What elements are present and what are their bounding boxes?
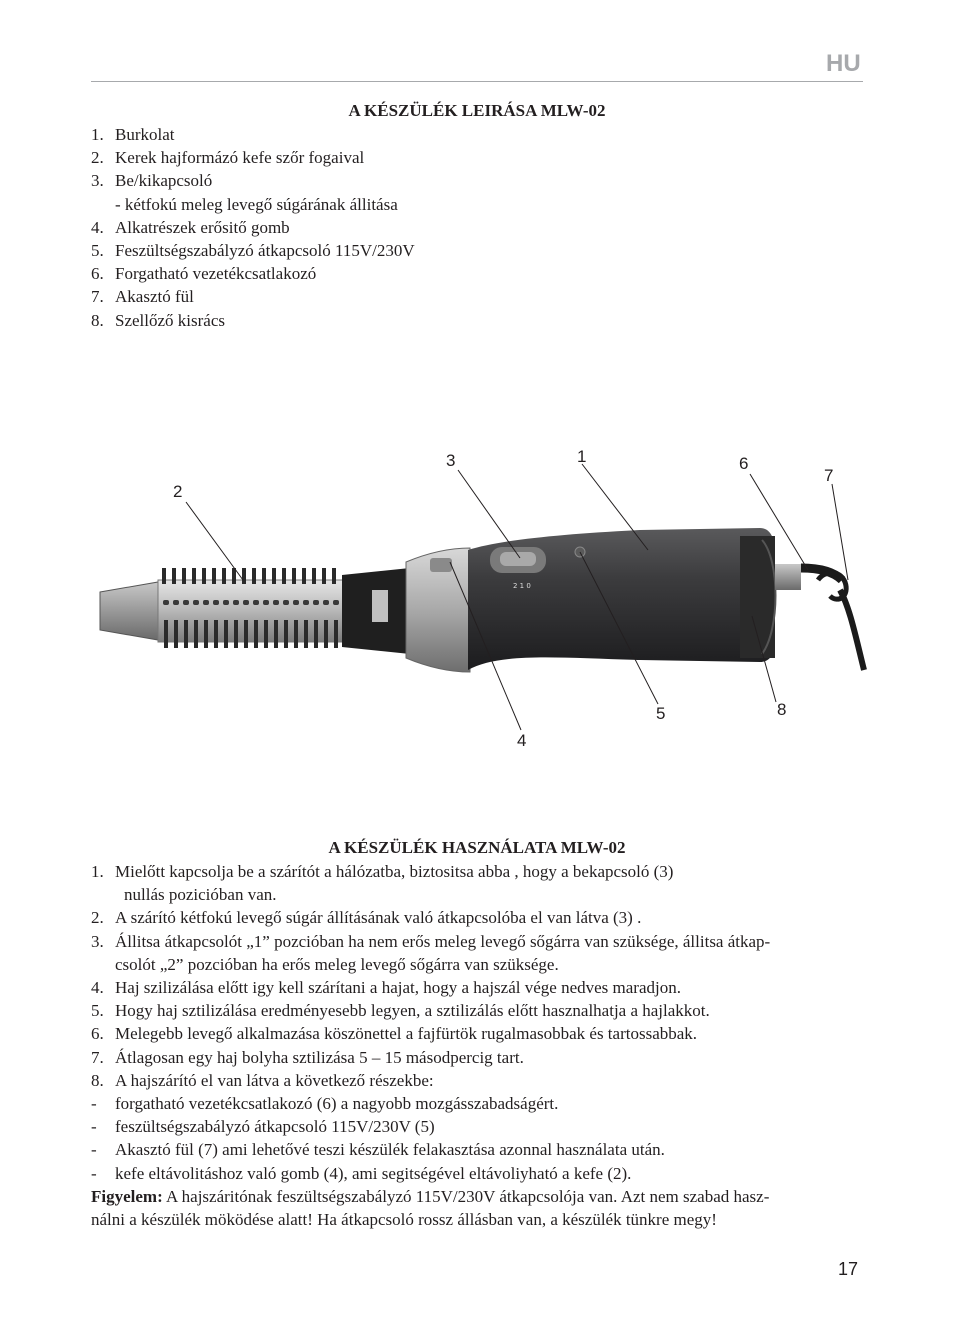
callout-5: 5 xyxy=(656,704,666,723)
list-item: 8. A hajszárító el van látva a következő részekbe: xyxy=(91,1070,434,1090)
callout-4: 4 xyxy=(517,731,527,750)
vent-hole xyxy=(203,600,209,605)
list-item: 7. Átlagosan egy haj bolyha sztilizása 5 – 15 másodpercig tart. xyxy=(91,1047,524,1067)
brush-head xyxy=(100,568,348,648)
vent-hole xyxy=(173,600,179,605)
list-item: - Akasztó fül (7) ami lehetővé teszi készülék felakasztása azonnal használata után. xyxy=(91,1140,665,1160)
swivel-cord-connector xyxy=(775,564,864,670)
bristle xyxy=(192,568,196,584)
bristle xyxy=(234,620,238,648)
page-number: 17 xyxy=(838,1259,859,1279)
list-item: - feszültségszabályzó átkapcsoló 115V/230V (5) xyxy=(91,1117,435,1137)
callout-8: 8 xyxy=(777,700,787,719)
list-item: csolót „2” pozcióban ha erős meleg levegő sőgárra van szüksége. xyxy=(115,954,559,974)
list-item: 5. Hogy haj sztilizálása eredményesebb legyen, a sztilizálás előtt hasznalhatja a hajlakkot. xyxy=(91,1001,710,1021)
list-item: 8. Szellőző kisrács xyxy=(91,310,225,330)
bristle xyxy=(222,568,226,584)
language-code: HU xyxy=(826,50,861,77)
vent-hole xyxy=(213,600,219,605)
list-item: 3. Állitsa átkapcsolót „1” pozcióban ha nem erős meleg levegő sőgárra van szüksége, állitsa átkap- xyxy=(91,931,771,951)
bristle xyxy=(162,568,166,584)
bristle xyxy=(224,620,228,648)
list-item: 2. Kerek hajformázó kefe szőr fogaival xyxy=(91,148,365,168)
bristle xyxy=(194,620,198,648)
bristle xyxy=(252,568,256,584)
list-item: 6. Melegebb levegő alkalmazása köszönettel a fajfürtök rugalmasobbak és tartossabbak. xyxy=(91,1024,698,1044)
bristle xyxy=(334,620,338,648)
list-item: 5. Feszültségszabályzó átkapcsoló 115V/230V xyxy=(91,241,415,261)
bristle xyxy=(184,620,188,648)
list-item: 2. A szárító kétfokú levegő súgár állításának való átkapcsolóba el van látva (3) . xyxy=(91,908,642,928)
vent-hole xyxy=(333,600,339,605)
warning-label: Figyelem: xyxy=(91,1186,163,1206)
bristle xyxy=(204,620,208,648)
bristle xyxy=(254,620,258,648)
warning-text-line-1: A hajszáritónak feszültségszabályzó 115V/230V átkapcsolója van. Azt nem szabad hasz- xyxy=(162,1186,770,1206)
vent-hole xyxy=(263,600,269,605)
bristle xyxy=(182,568,186,584)
list-item: 3. Be/kikapcsoló xyxy=(91,171,213,191)
list-item: 1. Burkolat xyxy=(91,125,175,144)
list-item: nullás pozicióban van. xyxy=(124,885,277,905)
vent-hole xyxy=(303,600,309,605)
callout-2: 2 xyxy=(173,482,183,501)
usage-list xyxy=(91,860,863,1231)
list-item: 4. Alkatrészek erősitő gomb xyxy=(91,217,290,237)
section-title-description: A KÉSZÜLÉK LEIRÁSA MLW-02 xyxy=(348,101,606,120)
bristle xyxy=(174,620,178,648)
vent-hole xyxy=(323,600,329,605)
vent-hole xyxy=(283,600,289,605)
bristle xyxy=(274,620,278,648)
warning-text-line-2: nálni a készülék möködése alatt! Ha átkapcsoló rossz állásban van, a készülék tünkre megy! xyxy=(91,1210,717,1230)
hot-air-brush-illustration xyxy=(80,440,880,760)
list-item: - forgatható vezetékcsatlakozó (6) a nagyobb mozgásszabadságért. xyxy=(91,1094,559,1114)
bristle xyxy=(244,620,248,648)
bristle xyxy=(172,568,176,584)
bristle xyxy=(314,620,318,648)
bristle xyxy=(304,620,308,648)
bristle xyxy=(312,568,316,584)
warning-paragraph xyxy=(91,1185,863,1231)
bristle xyxy=(284,620,288,648)
brush-connector xyxy=(342,568,410,654)
bristle xyxy=(282,568,286,584)
callout-7: 7 xyxy=(824,466,834,485)
vent-hole xyxy=(223,600,229,605)
bristle xyxy=(242,568,246,584)
vent-hole xyxy=(163,600,169,605)
list-item: 4. Haj szilizálása előtt igy kell szárítani a hajat, hogy a hajszál vége nedves maradjon. xyxy=(91,978,681,998)
parts-list xyxy=(91,123,863,332)
vent-hole xyxy=(243,600,249,605)
vent-hole xyxy=(313,600,319,605)
bristle xyxy=(214,620,218,648)
bristle xyxy=(262,568,266,584)
header-rule xyxy=(91,81,863,82)
bristle xyxy=(264,620,268,648)
section-title-usage: A KÉSZÜLÉK HASZNÁLATA MLW-02 xyxy=(328,838,626,857)
bristle xyxy=(332,568,336,584)
bristle xyxy=(292,568,296,584)
list-item: - kétfokú meleg levegő súgárának állitása xyxy=(115,194,398,214)
bristle xyxy=(212,568,216,584)
release-collar xyxy=(406,548,470,672)
bristle xyxy=(294,620,298,648)
list-item: 7. Akasztó fül xyxy=(91,287,194,307)
bristle xyxy=(164,620,168,648)
list-item: - kefe eltávolitáshoz való gomb (4), ami segitségével eltávoliyható a kefe (2). xyxy=(91,1163,632,1183)
vent-hole xyxy=(273,600,279,605)
bristle xyxy=(202,568,206,584)
bristle xyxy=(324,620,328,648)
vent-hole xyxy=(233,600,239,605)
bristle xyxy=(322,568,326,584)
callout-3: 3 xyxy=(446,451,456,470)
list-item: 1. Mielőtt kapcsolja be a szárítót a hálózatba, biztositsa abba , hogy a bekapcsoló (3) xyxy=(91,862,674,881)
bristle xyxy=(302,568,306,584)
switch-position-marks: 2 1 0 xyxy=(513,582,531,590)
vent-hole xyxy=(193,600,199,605)
vent-hole xyxy=(253,600,259,605)
vent-hole xyxy=(293,600,299,605)
callout-1: 1 xyxy=(577,447,587,466)
vent-hole xyxy=(183,600,189,605)
list-item: 6. Forgatható vezetékcsatlakozó xyxy=(91,264,317,284)
bristle xyxy=(272,568,276,584)
callout-6: 6 xyxy=(739,454,749,473)
